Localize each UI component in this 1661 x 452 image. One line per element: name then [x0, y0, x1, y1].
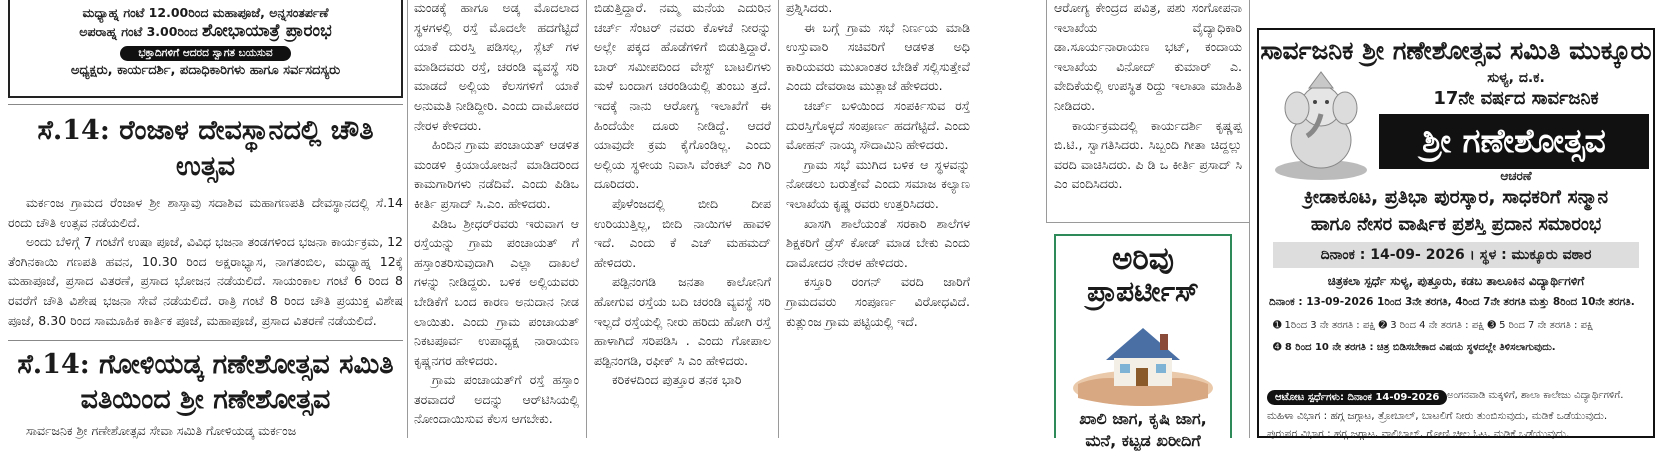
property-ad: [1054, 234, 1232, 450]
divider: [8, 104, 403, 105]
headline-goliyadka-2: ವತಿಯಿಂದ ಶ್ರೀ ಗಣೇಶೋತ್ಸವ: [80, 384, 331, 416]
ad-women-section: ಮಹಿಳಾ ವಿಭಾಗ : ಹಗ್ಗ ಜಗ್ಗಾಟ, ತ್ರೋಬಾಲ್, ಬಾಟಲಿಗೆ ನೀರು ತುಂಬಿಸುವುದು, ಮಡಿಕೆ ಒಡೆಯುವುದು.: [1267, 410, 1608, 422]
ad-date-venue: ದಿನಾಂಕ : 14-09- 2026 । ಸ್ಥಳ : ಮುಕ್ಕೂರು ವಠಾರ: [1273, 242, 1639, 268]
ad-line-2: ಮನೆ, ಕಟ್ಟಡ ಖರೀದಿಗೆ: [1085, 431, 1201, 450]
ad-men-section: ಪುರುಷರ ವಿಭಾಗ : ಹಗ್ಗ ಜಗ್ಗಾಟ, ವಾಲಿಬಾಲ್, ಗೋಣಿ ಚೀಲ ಓಟ, ಮಡಿಕೆ ಒಡೆಯುವುದು.: [1267, 428, 1570, 440]
article-column-3: [594, 0, 771, 436]
article-column-2: [414, 0, 579, 436]
article-paragraph: ಚರ್ಚ್ ಬಳಿಯಿಂದ ಸಂಪರ್ಕಿಸುವ ರಸ್ತೆ ದುರಸ್ತಿಗೊಳ್ಳದೆ ಸಂಪೂರ್ಣ ಹದಗೆಟ್ಟಿದೆ. ಎಂದು ಮೋಹನ್ ನಾಯ್ಕ ಸೌದಾಮಿನಿ ಹೇಳಿದರು.: [786, 97, 970, 153]
article-paragraph: ಈ ಬಗ್ಗೆ ಗ್ರಾಮ ಸಭೆ ನಿರ್ಣಯ ಮಾಡಿ ಉಸ್ತುವಾರಿ ಸಚಿವರಿಗೆ ಆಡಳಿತ ಅಧಿ ಕಾರಿಯವರು ಮುಖಾಂತರ ಬೇಡಿಕೆ ಸಲ್ಲಿಸುತ್ತೇವೆ ಎಂದು ದೇವರಾಜ ಮುತ್ಲಾಜೆ ಹೇಳಿದರು.: [786, 19, 970, 94]
article-paragraph: ಕಸ್ತೂರಿ ರಂಗನ್ ವರದಿ ಜಾರಿಗೆ ಗ್ರಾಮದವರು ಸಂಪೂರ್ಣ ವಿರೋಧವಿದೆ. ಕುತ್ಲುಂಜ ಗ್ರಾಮ ಪಟ್ಟಿಯಲ್ಲಿ ಇದೆ.: [786, 274, 970, 329]
ad-line-1: ಖಾಲಿ ಜಾಗ, ಕೃಷಿ ಜಾಗ,: [1079, 409, 1207, 428]
notice-line-2-bold: ಶೋಭಾಯಾತ್ರೆ ಪ್ರಾರಂಭ: [202, 21, 332, 41]
ad-committee-title: ಸಾರ್ವಜನಿಕ ಶ್ರೀ ಗಣೇಶೋತ್ಸವ ಸಮಿತಿ ಮುಕ್ಕೂರು: [1260, 36, 1652, 65]
article-paragraph: ಹಿಂದಿನ ಗ್ರಾಮ ಪಂಚಾಯತ್ ಆಡಳಿತ ಮಂಡಳಿ ಕ್ರಿಯಾಯೋಜನೆ ಮಾಡಿದರಿಂದ ಕಾಮಗಾರಿಗಳು ನಡೆದಿವೆ. ಎಂದು ಪಿಡಿಒ ಕೀರ್ತಿ ಪ್ರಸಾದ್ ಸಿ.ಎಂ. ಹೇಳಿದರು.: [414, 137, 579, 211]
article-paragraph: ಕಾರ್ಯಕ್ರಮದಲ್ಲಿ ಕಾರ್ಯದರ್ಶಿ ಕೃಷ್ಣಪ್ಪ ಬಿ.ಟಿ., ಸ್ವಾಗತಿಸಿದರು. ಸಿಬ್ಬಂದಿ ಗೀತಾ ಚಿದ್ದಲ್ಲು ವರದಿ ವಾಚಿಸಿದರು. ಪಿ ಡಿ ಒ ಕೀರ್ತಿ ಪ್ರಸಾದ್ ಸಿ ಎಂ ವಂದಿಸಿದರು.: [1054, 117, 1242, 192]
article-paragraph: ಬಿಡುತ್ತಿದ್ದಾರೆ. ನಮ್ಮ ಮನೆಯ ಎದುರಿನ ಚರ್ಚ್ ಸೆಂಟರ್ ನವರು ಕೊಳಚೆ ನೀರನ್ನು ಅಲ್ಲೇ ಪಕ್ಕದ ಹೊಡೆಗಳಿಗೆ ಬಿಡುತ್ತಿದ್ದಾರೆ. ಬಾರ್ ಸಮೀಪದಿಂದ ವೇಸ್ಟ್ ಬಾಟಲಿಗಳು ಮಳೆ ಬಂದಾಗ ಚರಂಡಿಯಲ್ಲಿ ತುಂಬು ತ್ತದೆ. ಇದಕ್ಕೆ ನಾನು ಆರೋಗ್ಯ ಇಲಾಖೆಗೆ ಈ ಹಿಂದೆಯೇ ದೂರು ನೀಡಿದ್ದೆ. ಆದರೆ ಯಾವುದೇ ಕ್ರಮ ಕೈಗೊಂಡಿಲ್ಲ. ಎಂದು ಅಲ್ಲಿಯ ಸ್ಥಳೀಯ ನಿವಾಸಿ ವೆಂಕಟ್ ಎಂ ಗಿರಿ ದೂರಿದರು.: [594, 0, 771, 192]
article-paragraph: ಗ್ರಾಮ ಪಂಚಾಯತ್‌ಗೆ ರಸ್ತೆ ಹಸ್ತಾಂ ತರವಾದರೆ ಅದನ್ನು ಆರ್‌ಟಿಸಿಯಲ್ಲಿ ನೋಂದಾಯಿಸುವ ಕೆಲಸ ಆಗಬೇಕು.: [414, 372, 579, 427]
ad-acharane: ಆಚರಣೆ: [1500, 169, 1532, 183]
article-paragraph: ಅಂದು ಬೆಳಿಗ್ಗೆ 7 ಗಂಟೆಗೆ ಉಷಾ ಪೂಜೆ, ವಿವಿಧ ಭಜನಾ ತಂಡಗಳಿಂದ ಭಜನಾ ಕಾರ್ಯಕ್ರಮ, 12 ತೆಂಗಿನಕಾಯಿ ಗಣಪತಿ ಹವನ, 10.30 ರಿಂದ ಅಕ್ಷರಾಭ್ಯಾಸ, ನಾಗತಂಬಿಲ, ಮಧ್ಯಾಹ್ನ 12ಕ್ಕೆ ಮಹಾಪೂಜೆ, ಪ್ರಸಾದ ವಿತರಣೆ, ಪ್ರಸಾದ ಭೋಜನ ನಡೆಯಲಿದೆ. ಸಾಯಂಕಾಲ ಗಂಟೆ 6 ರಿಂದ 8 ರವರೆಗೆ ಚೌತಿ ವಿಶೇಷ ಭಜನಾ ಸೇವೆ ನಡೆಯಲಿದೆ. ರಾತ್ರಿ ಗಂಟೆ 8 ರಿಂದ ಚೌತಿ ಪ್ರಯುಕ್ತ ವಿಶೇಷ ಪೂಜೆ, 8.30 ರಿಂದ ಸಾಮೂಹಿಕ ಕಾರ್ತಿಕ ಪೂಜೆ, ಮಹಾಪೂಜೆ, ಪ್ರಸಾದ ವಿತರಣೆ ನಡೆಯಲಿದೆ.: [8, 234, 403, 328]
notice-line-2: [10, 22, 401, 41]
article-paragraph: ಕರಿಕಳದಿಂದ ಪುತ್ತೂರ ತನಕ ಭಾರಿ: [612, 372, 742, 388]
ad-events-line-1: ಕ್ರೀಡಾಕೂಟ, ಪ್ರತಿಭಾ ಪುರಸ್ಕಾರ, ಸಾಧಕರಿಗೆ ಸನ್ಮಾನ: [1303, 186, 1609, 208]
column-rule: [1249, 0, 1250, 438]
ad-ganeshotsava-band: ಶ್ರೀ ಗಣೇಶೋತ್ಸವ: [1379, 114, 1649, 169]
ganeshotsava-ad: [1257, 28, 1655, 438]
ad-drawing-date: ದಿನಾಂಕ : 13-09-2026 1ರಿಂದ 3ನೇ ತರಗತಿ, 4ರಿಂದ 7ನೇ ತರಗತಿ ಮತ್ತು 8ರಿಂದ 10ನೇ ತರಗತಿ.: [1269, 296, 1635, 308]
notice-line-3: ಅಧ್ಯಕ್ಷರು, ಕಾರ್ಯದರ್ಶಿ, ಪದಾಧಿಕಾರಿಗಳು ಹಾಗೂ ಸರ್ವಸದಸ್ಯರು: [70, 63, 341, 78]
article-paragraph: ಪ್ರಶ್ನಿಸಿದರು.: [786, 0, 833, 15]
headline-renjala: ಸೆ.14: ರೆಂಜಾಳ ದೇವಸ್ಥಾನದಲ್ಲಿ ಚೌತಿ ಉತ್ಸವ: [37, 115, 374, 182]
article-paragraph: ಪೊಳೆಂಜದಲ್ಲಿ ಬೀದಿ ದೀಪ ಉರಿಯುತ್ತಿಲ್ಲ, ಬೀದಿ ನಾಯಿಗಳ ಹಾವಳಿ ಇದೆ. ಎಂದು ಕೆ ಎಚ್ ಮಹಮದ್ ಹೇಳಿದರು.: [594, 195, 771, 270]
notice-line-1: ಮಧ್ಯಾಹ್ನ ಗಂಟೆ 12.00ರಿಂದ ಮಹಾಪೂಜೆ, ಅನ್ನಸಂತರ್ಪಣೆ: [82, 5, 329, 20]
ad-sports-line: ಅಂಗನವಾಡಿ ಮಕ್ಕಳಿಗೆ, ಶಾಲಾ ಕಾಲೇಜು ವಿದ್ಯಾರ್ಥಿಗಳಿಗೆ.: [1447, 390, 1624, 401]
article-paragraph: ಮಂಡಕ್ಕೆ ಹಾಗೂ ಅಡ್ಕ ಮೊದಲಾದ ಸ್ಥಳಗಳಲ್ಲಿ ರಸ್ತೆ ಮೊದಲೇ ಹದಗೆಟ್ಟಿದೆ ಯಾಕೆ ದುರಸ್ತಿ ಪಡಿಸಲ್ಲ, ಸ್ಲೆಟ್ ಗಳ ಮಾಡಿದವರು ರಸ್ತೆ, ಚರಂಡಿ ವ್ಯವಸ್ಥೆ ಸರಿ ಮಾಡದೆ ಅಲ್ಲಿಯ ಕೆಲಸಗಳಿಗೆ ಯಾಕೆ ಅನುಮತಿ ನೀಡಿದ್ದೀರಿ. ಎಂದು ದಾಮೋದರ ನೇರಳ ಕೇಳಿದರು.: [414, 0, 579, 133]
divider: [8, 340, 403, 341]
column-rule: [586, 0, 587, 438]
column-rule: [1046, 0, 1047, 222]
ad-subtitle: 17ನೇ ವರ್ಷದ ಸಾರ್ವಜನಿಕ: [1433, 88, 1599, 109]
ad-drawing-topics-2: ➍ 8 ರಿಂದ 10 ನೇ ತರಗತಿ : ಚಿತ್ರ ಬಿಡಿಸಬೇಕಾದ ವಿಷಯ ಸ್ಥಳದಲ್ಲೇ ತಿಳಿಸಲಾಗುವುದು.: [1273, 342, 1556, 353]
article-column-4: [786, 0, 1040, 436]
article-paragraph: ಪಡ್ಪಿನಂಗಡಿ ಜನತಾ ಕಾಲೋನಿಗೆ ಹೋಗುವ ರಸ್ತೆಯ ಬದಿ ಚರಂಡಿ ವ್ಯವಸ್ಥೆ ಸರಿ ಇಲ್ಲದೆ ರಸ್ತೆಯಲ್ಲಿ ನೀರು ಹರಿದು ಹೋಗಿ ರಸ್ತೆ ಹಾಳಾಗಿದೆ ಸರಿಪಡಿಸಿ . ಎಂದು ಗೋಪಾಲ ಪಡ್ಪಿನಂಗಡಿ, ರಫೀಕ್ ಸಿ ಎಂ ಹೇಳಿದರು.: [594, 274, 771, 368]
ganesha-idol-icon: [1267, 70, 1375, 182]
event-notice-box: [8, 0, 403, 98]
article-paragraph: ಪಿಡಿಒ ಶ್ರೀಧರ್‌ರವರು ಇರುವಾಗ ಆ ರಸ್ತೆಯನ್ನು ಗ್ರಾಮ ಪಂಚಾಯತ್ ಗೆ ಹಸ್ತಾಂತರಿಸುವುದಾಗಿ ಎಲ್ಲಾ ದಾಖಲೆ ಗಳನ್ನು ನೀಡಿದ್ದರು. ಬಳಿಕ ಅಲ್ಲಿಯವರು ಬೇಡಿಕೆಗೆ ಬಂದ ಕಾರಣ ಅನುದಾನ ನೀಡ ಲಾಯಿತು. ಎಂದು ಗ್ರಾಮ ಪಂಚಾಯತ್ ನಿಕಟಪೂರ್ವ ಉಪಾಧ್ಯಕ್ಷ ನಾರಾಯಣ ಕೃಷ್ಣನಗರ ಹೇಳಿದರು.: [414, 215, 579, 368]
ad-title-properties: ಪ್ರಾಪರ್ಟೀಸ್: [1087, 275, 1199, 308]
ad-events-line-2: ಹಾಗೂ ನೇಸರ ವಾರ್ಷಿಕ ಪ್ರಶಸ್ತಿ ಪ್ರದಾನ ಸಮಾರಂಭ: [1310, 214, 1602, 235]
notice-line-2-text: ಅಪರಾಹ್ನ ಗಂಟೆ 3.00ರಿಂದ: [79, 24, 203, 39]
ad-drawing-contest: ಚಿತ್ರಕಲಾ ಸ್ಪರ್ಧೆ ಸುಳ್ಯ, ಪುತ್ತೂರು, ಕಡಬ ತಾಲೂಕಿನ ವಿದ್ಯಾರ್ಥಿಗಳಿಗೆ: [1327, 274, 1585, 288]
ad-place: ಸುಳ್ಯ, ದ.ಕ.: [1487, 70, 1545, 86]
ad-drawing-topics: ➊ 1ರಿಂದ 3 ನೇ ತರಗತಿ : ಪಕ್ಷಿ ➋ 3 ರಿಂದ 4 ನೇ ತರಗತಿ : ಪಕ್ಷಿ ➌ 5 ರಿಂದ 7 ನೇ ತರಗತಿ : ಪಕ್ಷಿ: [1273, 320, 1594, 331]
column-rule: [778, 0, 779, 438]
article-paragraph: ಖಾಸಗಿ ಶಾಲೆಯಂತೆ ಸರಕಾರಿ ಶಾಲೆಗಳ ಶಿಕ್ಷಕರಿಗೆ ಡ್ರೆಸ್ ಕೋಡ್ ಮಾಡ ಬೇಕು ಎಂದು ದಾಮೋದರ ನೇರಳ ಹೇಳಿದರು.: [786, 215, 970, 270]
article-paragraph: ಗ್ರಾಮ ಸಭೆ ಮುಗಿದ ಬಳಿಕ ಆ ಸ್ಥಳವನ್ನು ನೋಡಲು ಬರುತ್ತೇವೆ ಎಂದು ಸಮಾಜ ಕಲ್ಯಾಣ ಇಲಾಖೆಯ ಕೃಷ್ಣ ರವರು ಉತ್ತರಿಸಿದರು.: [786, 156, 970, 211]
ad-sports-pill: ಆಟೋಟ ಸ್ಪರ್ಧೆಗಳು: ದಿನಾಂಕ 14-09-2026: [1267, 390, 1447, 405]
article-paragraph: ಮರ್ಕಂಜ ಗ್ರಾಮದ ರೆಂಜಾಳ ಶ್ರೀ ಶಾಸ್ತಾವು ಸದಾಶಿವ ಮಹಾಗಣಪತಿ ದೇವಸ್ಥಾನದಲ್ಲಿ ಸೆ.14 ರಂದು ಚೌತಿ ಉತ್ಸವ ನಡೆಯಲಿದೆ.: [8, 195, 403, 230]
notice-pill: ಭಕ್ತಾದಿಗಳಿಗೆ ಆದರದ ಸ್ವಾಗತ ಬಯಸುವ: [120, 46, 290, 61]
article-paragraph: ಸಾರ್ವಜನಿಕ ಶ್ರೀ ಗಣೇಶೋತ್ಸವ ಸೇವಾ ಸಮಿತಿ ಗೋಳಿಯಡ್ಕ ಮರ್ಕಂಜ: [26, 423, 297, 439]
ad-title-arivu: ಅರಿವು: [1111, 241, 1175, 277]
article-column-1: [8, 0, 403, 438]
house-in-hands-icon: [1068, 314, 1218, 408]
column-rule: [407, 0, 408, 438]
article-paragraph: ಆರೋಗ್ಯ ಕೇಂದ್ರದ ಪವಿತ್ರ, ಪಶು ಸಂಗೋಪನಾ ಇಲಾಖೆಯ ವೈದ್ಯಾಧಿಕಾರಿ ಡಾ.ಸೂರ್ಯನಾರಾಯಣ ಭಟ್, ಕಂದಾಯ ಇಲಾಖೆಯ ವಿನೋದ್ ಕುಮಾರ್ ಎ. ವೇದಿಕೆಯಲ್ಲಿ ಉಪಸ್ಥಿತ ರಿದ್ದು ಇಲಾಖಾ ಮಾಹಿತಿ ನೀಡಿದರು.: [1054, 0, 1242, 113]
headline-goliyadka-1: ಸೆ.14: ಗೋಳಿಯಡ್ಕ ಗಣೇಶೋತ್ಸವ ಸಮಿತಿ: [17, 349, 394, 381]
